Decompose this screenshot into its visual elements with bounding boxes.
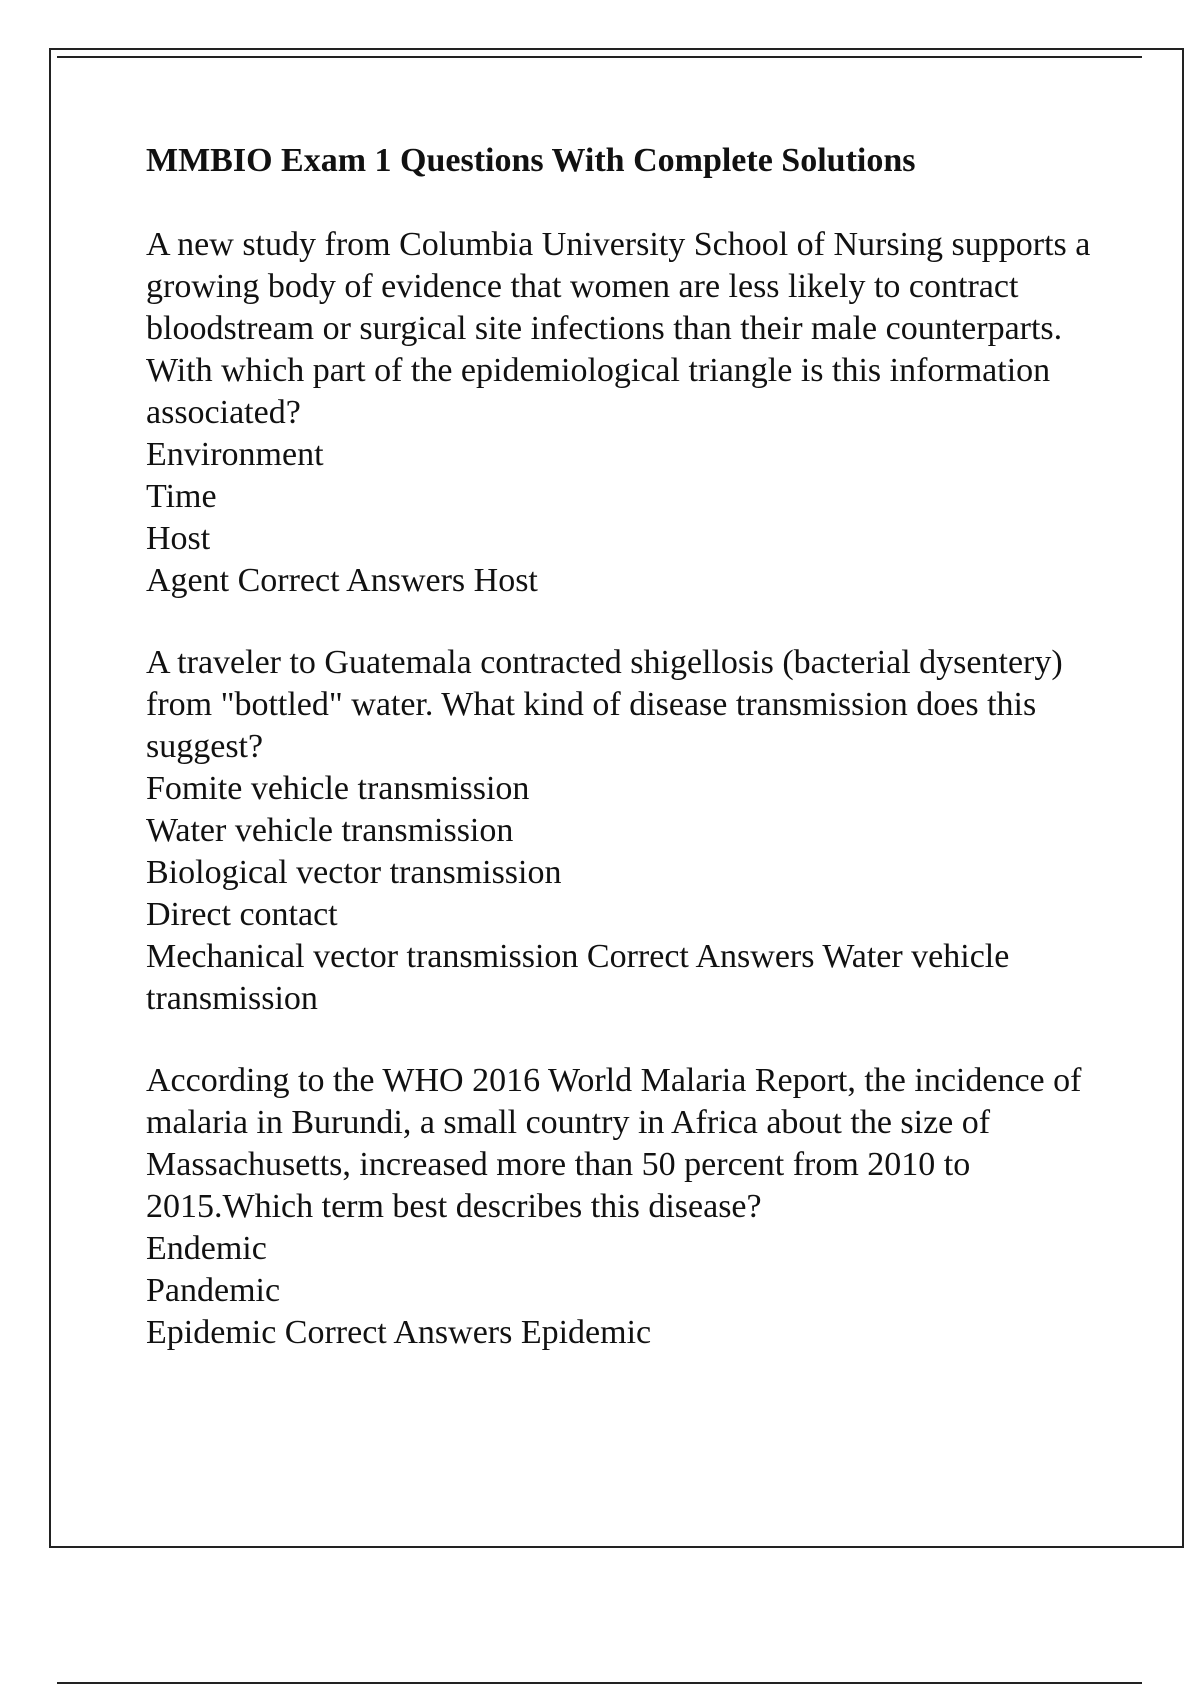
answer-option: Fomite vehicle transmission xyxy=(146,770,530,807)
question-block-3 xyxy=(146,1060,1106,1354)
document-body xyxy=(146,140,1106,1394)
answer-option: Host xyxy=(146,520,211,557)
answer-option: Time xyxy=(146,478,217,515)
question-block-2 xyxy=(146,642,1106,1020)
bottom-rule-divider xyxy=(57,1682,1142,1684)
question-block-1 xyxy=(146,224,1106,602)
document-title: MMBIO Exam 1 Questions With Complete Solutions xyxy=(146,142,916,179)
question-text: A traveler to Guatemala contracted shigellosis (bacterial dysentery) from "bottled" water. What kind of disease transmission does this suggest? xyxy=(146,644,1063,765)
answer-option: Biological vector transmission xyxy=(146,854,562,891)
question-text: According to the WHO 2016 World Malaria Report, the incidence of malaria in Burundi, a small country in Africa about the size of Massachusetts, increased more than 50 percent from 2010 to 2015.Which term best describes this disease? xyxy=(146,1062,1082,1225)
answer-option: Water vehicle transmission xyxy=(146,812,514,849)
question-text: A new study from Columbia University School of Nursing supports a growing body of evidence that women are less likely to contract bloodstream or surgical site infections than their male counterparts. With which part of the epidemiological triangle is this information associated? xyxy=(146,226,1091,431)
top-rule-divider xyxy=(57,56,1142,58)
option-with-correct-answer: Epidemic Correct Answers Epidemic xyxy=(146,1314,652,1351)
answer-option: Endemic xyxy=(146,1230,267,1267)
answer-option: Environment xyxy=(146,436,324,473)
answer-option: Pandemic xyxy=(146,1272,281,1309)
option-with-correct-answer: Mechanical vector transmission Correct Answers Water vehicle transmission xyxy=(146,938,1010,1017)
option-with-correct-answer: Agent Correct Answers Host xyxy=(146,562,538,599)
answer-option: Direct contact xyxy=(146,896,338,933)
